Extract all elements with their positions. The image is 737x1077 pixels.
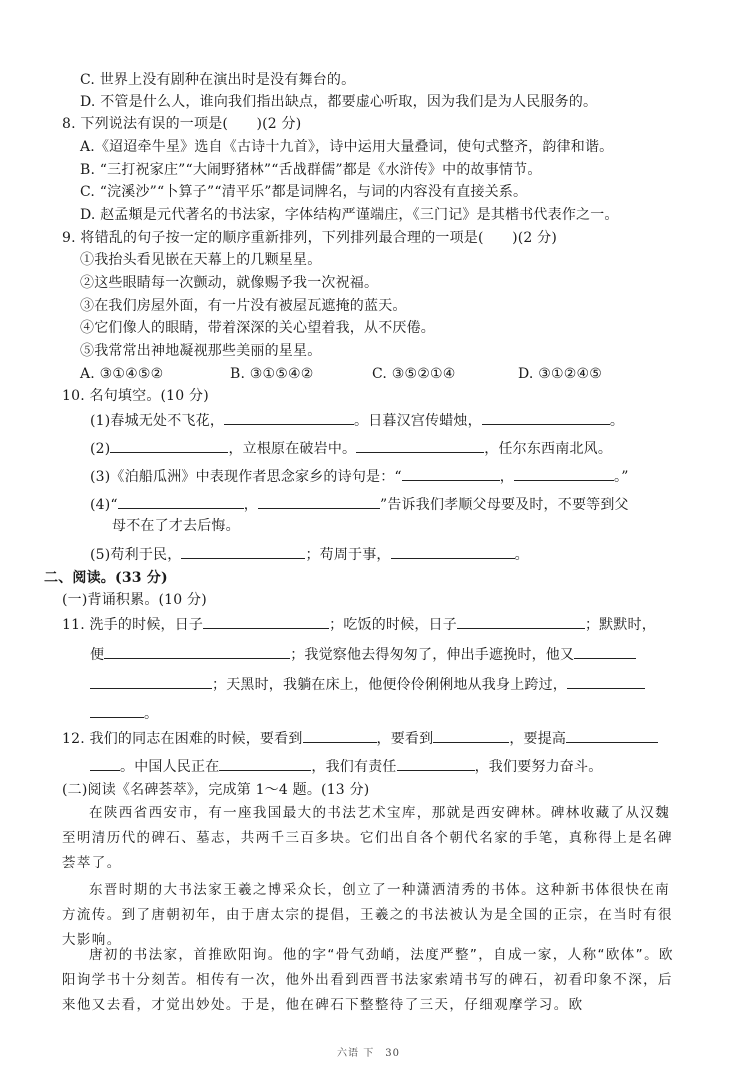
blank[interactable] [566,728,658,743]
q7-option-c: C. 世界上没有剧种在演出时是没有舞台的。 [80,72,356,88]
q9-stem: 9. 将错乱的句子按一定的顺序重新排列，下列排列最合理的一项是( )(2 分) [62,230,558,246]
section-2-title: 二、阅读。(33 分) [44,570,168,586]
section-2-part-2-title: (二)阅读《名碑荟萃》，完成第 1～4 题。(13 分) [62,782,370,798]
q11-line-1: 11. 洗手的时候，日子 ；吃饭的时候，日子 ；默默时， [62,614,656,635]
blank[interactable] [219,756,311,771]
blank[interactable] [110,438,228,453]
q9-option-d: D. ③①②④⑤ [518,366,602,382]
q12-line-2: 。中国人民正在 ，我们有责任 ，我们要努力奋斗。 [90,756,602,777]
q10-line-3: (3)《泊船瓜洲》中表现作者思念家乡的诗句是：“ ， 。” [90,466,629,487]
blank[interactable] [574,644,636,659]
blank[interactable] [90,674,212,689]
q8-option-a: A.《迢迢牵牛星》选自《古诗十九首》，诗中运用大量叠词，使句式整齐，韵律和谐。 [80,139,614,155]
blank[interactable] [203,614,329,629]
q8-option-d: D. 赵孟頫是元代著名的书法家，字体结构严谨端庄，《三门记》是其楷书代表作之一。 [80,207,619,223]
section-2-part-1-title: (一)背诵积累。(10 分) [62,592,207,608]
q9-sentence-2: ②这些眼睛每一次颤动，就像赐予我一次祝福。 [80,275,379,291]
passage-paragraph-2: 东晋时期的大书法家王羲之博采众长，创立了一种潇洒清秀的书体。这种新书体很快在南方流传。到了唐朝初年，由于唐太宗的提倡，王羲之的书法被认为是全国的正宗，在当时有很大影响。 [62,882,673,948]
q8-option-b: B. “三打祝家庄”“大闹野猪林”“舌战群儒”都是《水浒传》中的故事情节。 [80,162,542,178]
blank[interactable] [303,728,377,743]
blank[interactable] [482,410,610,425]
q10-line-1: (1)春城无处不飞花， 。日暮汉宫传蜡烛， 。 [90,410,624,431]
blank[interactable] [258,494,380,509]
blank[interactable] [402,466,500,481]
q10-line-4: (4)“ ， ”告诉我们孝顺父母要及时，不要等到父 [90,494,629,515]
q9-option-c: C. ③⑤②①④ [372,366,456,382]
blank[interactable] [391,544,515,559]
blank[interactable] [104,644,290,659]
q8-stem: 8. 下列说法有误的一项是( )(2 分) [62,116,302,132]
blank[interactable] [181,544,305,559]
q11-line-2: 便 ；我觉察他去得匆匆了，伸出手遮挽时，他又 [90,644,636,665]
blank[interactable] [118,494,244,509]
blank[interactable] [433,728,509,743]
blank[interactable] [514,466,614,481]
q9-sentence-4: ④它们像人的眼睛，带着深深的关心望着我，从不厌倦。 [80,320,435,336]
blank[interactable] [457,614,585,629]
q10-line-4-cont: 母不在了才去后悔。 [112,518,240,534]
q9-sentence-3: ③在我们房屋外面，有一片没有被屋瓦遮掩的蓝天。 [80,298,407,314]
q12-line-1: 12. 我们的同志在困难的时候，要看到 ，要看到 ，要提高 [62,728,658,749]
q10-stem: 10. 名句填空。(10 分) [62,388,209,404]
q9-sentence-1: ①我抬头看见嵌在天幕上的几颗星星。 [80,252,322,268]
q9-sentence-5: ⑤我常常出神地凝视那些美丽的星星。 [80,343,322,359]
blank[interactable] [397,756,475,771]
blank[interactable] [356,438,484,453]
blank[interactable] [567,674,645,689]
blank[interactable] [90,703,144,718]
blank[interactable] [224,410,354,425]
q9-option-b: B. ③①⑤④② [230,366,314,382]
q8-option-c: C. “浣溪沙”“卜算子”“清平乐”都是词牌名，与词的内容没有直接关系。 [80,184,528,200]
passage-paragraph-1: 在陕西省西安市，有一座我国最大的书法艺术宝库，那就是西安碑林。碑林收藏了从汉魏至明清历代的碑石、墓志，共两千三百多块。它们出自各个朝代名家的手笔，真称得上是名碑荟萃了。 [62,805,673,871]
q7-option-d: D. 不管是什么人，谁向我们指出缺点，都要虚心听取，因为我们是为人民服务的。 [80,94,598,110]
q10-line-2: (2) ，立根原在破岩中。 ，任尔东西南北风。 [90,438,612,459]
q10-line-5: (5)苟利于民， ；苟周于事， 。 [90,544,529,565]
q9-option-a: A. ③①④⑤② [80,366,164,382]
q11-line-4: 。 [90,703,158,724]
passage-paragraph-3: 唐初的书法家，首推欧阳询。他的字“骨气劲峭，法度严整”，自成一家，人称“欧体”。欧阳询学书十分刻苦。相传有一次，他外出看到西晋书法家索靖书写的碑石，初看印象不深，后来他又去看，才觉出妙处。于是，他在碑石下整整待了三天，仔细观摩学习。欧 [62,947,674,1013]
page-footer: 六语 下 30 [337,1048,400,1059]
blank[interactable] [90,756,120,771]
q11-line-3: ；天黑时，我躺在床上，他便伶伶俐俐地从我身上跨过， [90,674,645,695]
